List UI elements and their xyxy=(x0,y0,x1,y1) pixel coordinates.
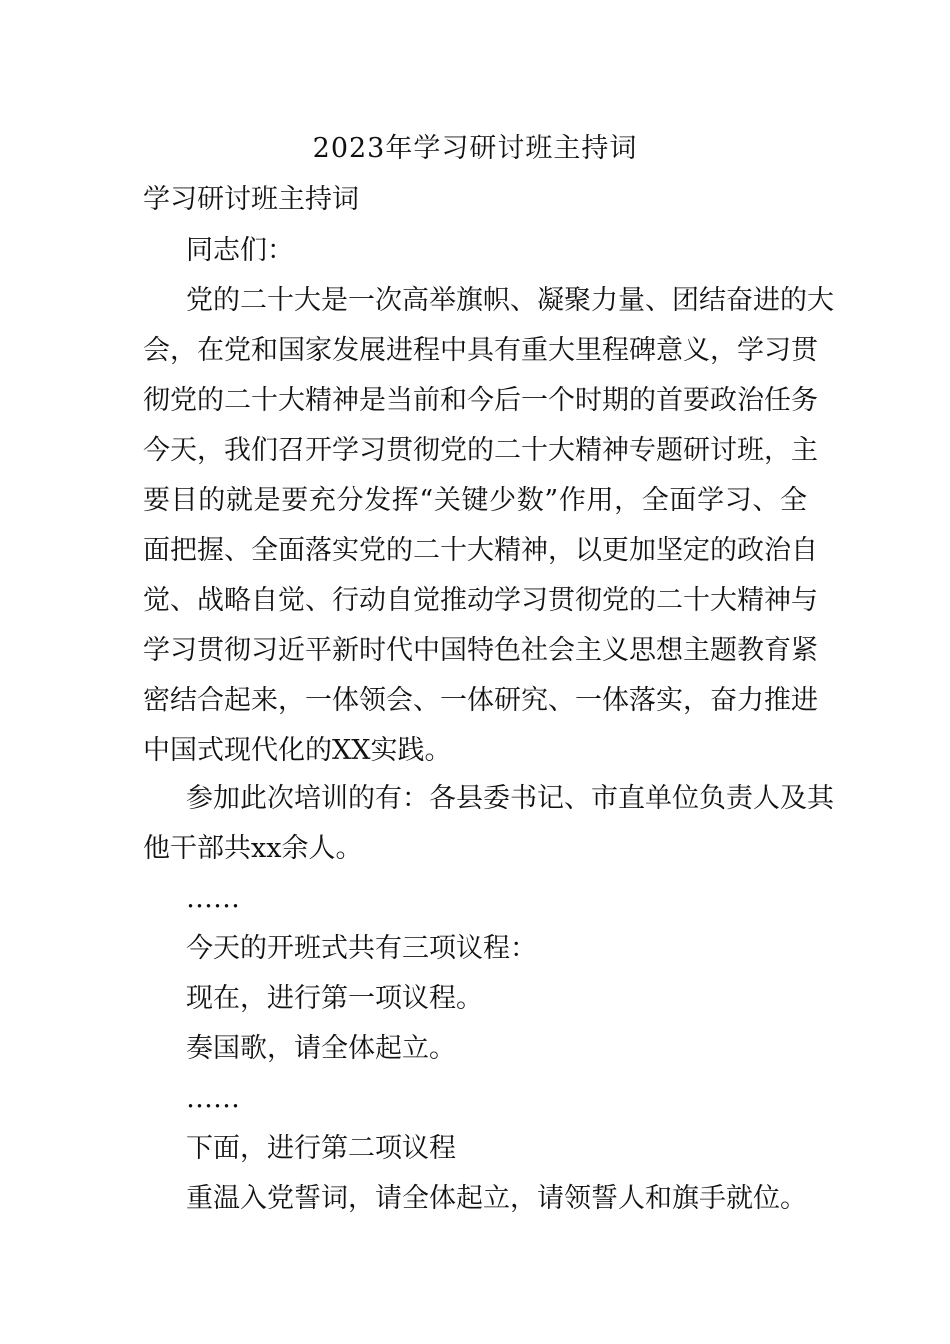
paragraph-line: 今天的开班式共有三项议程： xyxy=(186,933,537,964)
paragraph-line: 面把握、全面落实党的二十大精神，以更加坚定的政治自 xyxy=(143,535,818,566)
paragraph-line: 他干部共xx余人。 xyxy=(143,833,363,864)
paragraph-line: 奏国歌，请全体起立。 xyxy=(186,1033,456,1064)
paragraph-line: 学习贯彻习近平新时代中国特色社会主义思想主题教育紧 xyxy=(143,635,818,666)
ellipsis-line: …… xyxy=(186,1083,240,1114)
paragraph-line: 彻党的二十大精神是当前和今后一个时期的首要政治任务 xyxy=(143,385,818,416)
paragraph-line: 要目的就是要充分发挥“关键少数”作用，全面学习、全 xyxy=(143,485,807,516)
document-title: 2023年学习研讨班主持词 xyxy=(312,133,638,164)
ellipsis-line: …… xyxy=(186,883,240,914)
paragraph-line: 密结合起来，一体领会、一体研究、一体落实，奋力推进 xyxy=(143,685,818,716)
paragraph-line: 重温入党誓词，请全体起立，请领誓人和旗手就位。 xyxy=(186,1183,807,1214)
paragraph-line: 今天，我们召开学习贯彻党的二十大精神专题研讨班，主 xyxy=(143,435,818,466)
paragraph-line: 下面，进行第二项议程 xyxy=(186,1133,456,1164)
salutation: 同志们： xyxy=(186,235,294,266)
document-subtitle: 学习研讨班主持词 xyxy=(143,184,359,215)
paragraph-line: 参加此次培训的有：各县委书记、市直单位负责人及其 xyxy=(186,783,834,814)
paragraph-line: 现在，进行第一项议程。 xyxy=(186,983,483,1014)
paragraph-line: 党的二十大是一次高举旗帜、凝聚力量、团结奋进的大 xyxy=(186,285,834,316)
paragraph-line: 中国式现代化的XX实践。 xyxy=(143,735,452,766)
paragraph-line: 觉、战略自觉、行动自觉推动学习贯彻党的二十大精神与 xyxy=(143,585,818,616)
paragraph-line: 会，在党和国家发展进程中具有重大里程碑意义，学习贯 xyxy=(143,335,818,366)
